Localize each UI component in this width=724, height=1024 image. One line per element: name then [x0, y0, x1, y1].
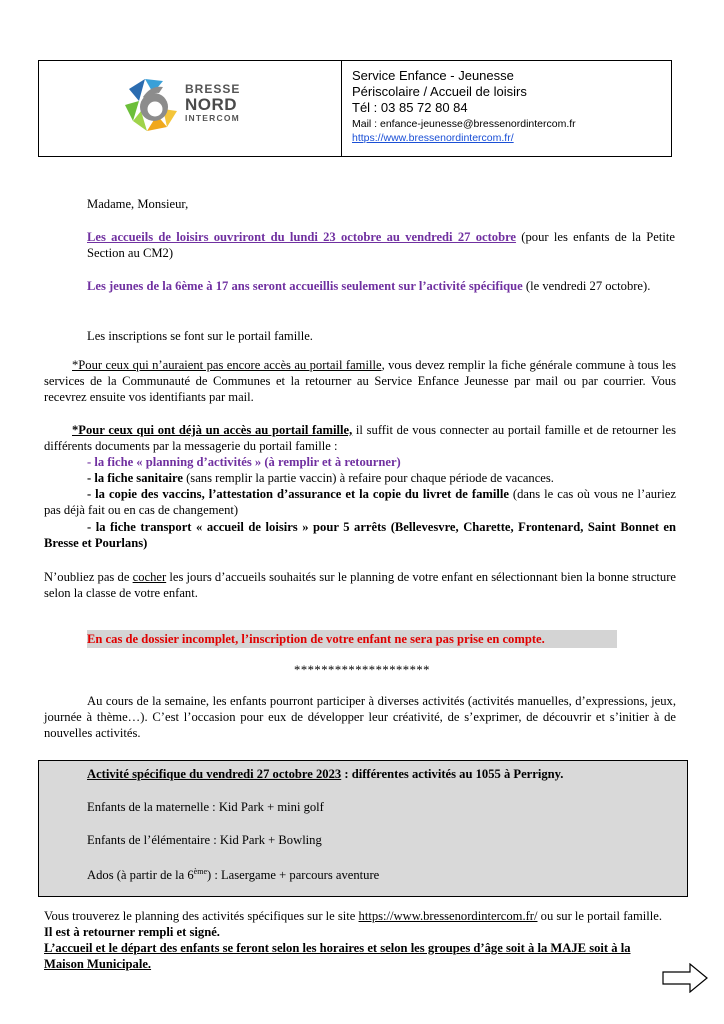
- logo-line-intercom: INTERCOM: [185, 113, 240, 123]
- has-portal-lead: *Pour ceux qui ont déjà un accès au portail famille,: [72, 423, 353, 437]
- teens-rest: (le vendredi 27 octobre).: [522, 279, 651, 293]
- logo-line-bresse: BRESSE: [185, 82, 241, 96]
- footer-pickup-note: L’accueil et le départ des enfants se feront selon les horaires et selon les groupes d’âge soit à la MAJE soit à la Maison Municipale.: [44, 941, 631, 971]
- contact-info: [342, 61, 671, 156]
- separator-stars: ********************: [294, 663, 430, 677]
- service-name: Service Enfance - Jeunesse: [352, 68, 514, 83]
- no-portal-paragraph: [44, 357, 676, 405]
- website-link[interactable]: https://www.bressenordintercom.fr/: [352, 132, 514, 144]
- list-item-planning: - la fiche « planning d’activités » (à remplir et à retourner): [87, 455, 401, 469]
- incomplete-file-warning: En cas de dossier incomplet, l’inscription de votre enfant ne sera pas prise en compte.: [87, 630, 617, 648]
- has-portal-paragraph: [44, 422, 676, 454]
- has-portal-rest: il suffit de vous connecter au portail famille et de retourner les différents documents par la messagerie du portail famille :: [44, 423, 676, 453]
- footer-return-note: Il est à retourner rempli et signé.: [44, 925, 220, 939]
- letter-header: [38, 60, 672, 157]
- logo-line-nord: NORD: [185, 95, 238, 114]
- opening-dates-paragraph: [87, 229, 675, 261]
- logo-wordmark: [185, 83, 240, 123]
- footer-website-link[interactable]: https://www.bressenordintercom.fr/: [358, 909, 538, 923]
- activity-ados: Ados (à partir de la 6ème) : Lasergame + parcours aventure: [87, 867, 380, 883]
- teens-paragraph: [87, 278, 675, 294]
- no-portal-lead: *Pour ceux qui n’auraient pas encore accès au portail famille: [72, 358, 382, 372]
- phone-number: Tél : 03 85 72 80 84: [352, 100, 468, 115]
- list-item-vaccines: - la copie des vaccins, l’attestation d’assurance et la copie du livret de famille (dans le cas où vous ne l’auriez pas déjà fait ou en cas de changement): [44, 487, 676, 517]
- activity-maternelle: Enfants de la maternelle : Kid Park + mini golf: [87, 800, 324, 814]
- opening-dates-highlight: Les accueils de loisirs ouvriront du lundi 23 octobre au vendredi 27 octobre: [87, 230, 517, 244]
- email-address: Mail : enfance-jeunesse@bressenordintercom.fr: [352, 118, 576, 130]
- activity-box: [38, 760, 688, 897]
- registration-note: Les inscriptions se font sur le portail famille.: [87, 329, 313, 343]
- greeting: Madame, Monsieur,: [87, 197, 189, 211]
- activities-paragraph: Au cours de la semaine, les enfants pourront participer à diverses activités (activités manuelles, d’expressions, jeux, journée à thème…). C’est l’occasion pour eux de développer leur créativité, de s’exprimer, de découvrir et s’initier à de nouvelles activités.: [44, 694, 676, 740]
- footer-notes: Vous trouverez le planning des activités spécifiques sur le site https://www.bressenordintercom.fr/ ou sur le portail famille. Il est à retourner rempli et signé. L’accueil et le départ des enfants se feront selon les horaires et selon les groupes d’âge soit à la MAJE soit à la Maison Municipale.: [44, 909, 663, 971]
- list-item-transport: - la fiche transport « accueil de loisirs » pour 5 arrêts (Bellevesvre, Charette, Frontenard, Saint Bonnet en Bresse et Pourlans): [44, 520, 676, 550]
- bresse-nord-logo-icon: [123, 75, 179, 135]
- service-subtitle: Périscolaire / Accueil de loisirs: [352, 84, 527, 99]
- check-word: cocher: [132, 570, 167, 584]
- documents-list: [87, 454, 675, 486]
- activity-elementaire: Enfants de l’élémentaire : Kid Park + Bowling: [87, 833, 322, 847]
- logo-cell: [39, 61, 342, 156]
- list-item-sanitary: - la fiche sanitaire (sans remplir la partie vaccin) à refaire pour chaque période de vacances.: [87, 471, 554, 485]
- no-portal-rest: , vous devez remplir la fiche générale commune à tous les services de la Communauté de Communes et la retourner au Service Enfance Jeunesse par mail ou par courrier. Vous recevrez ensuite vos identifiants par mail.: [44, 358, 676, 404]
- next-page-arrow-icon: [662, 963, 708, 993]
- teens-highlight: Les jeunes de la 6ème à 17 ans seront accueillis seulement sur l’activité spécifique: [87, 279, 523, 293]
- opening-dates-rest: (pour les enfants de la Petite Section au CM2): [87, 230, 675, 260]
- check-days-paragraph: N’oubliez pas de cocher les jours d’accueils souhaités sur le planning de votre enfant en sélectionnant bien la bonne structure selon la classe de votre enfant.: [44, 570, 677, 600]
- activity-title: Activité spécifique du vendredi 27 octobre 2023 : différentes activités au 1055 à Perrigny.: [87, 767, 564, 781]
